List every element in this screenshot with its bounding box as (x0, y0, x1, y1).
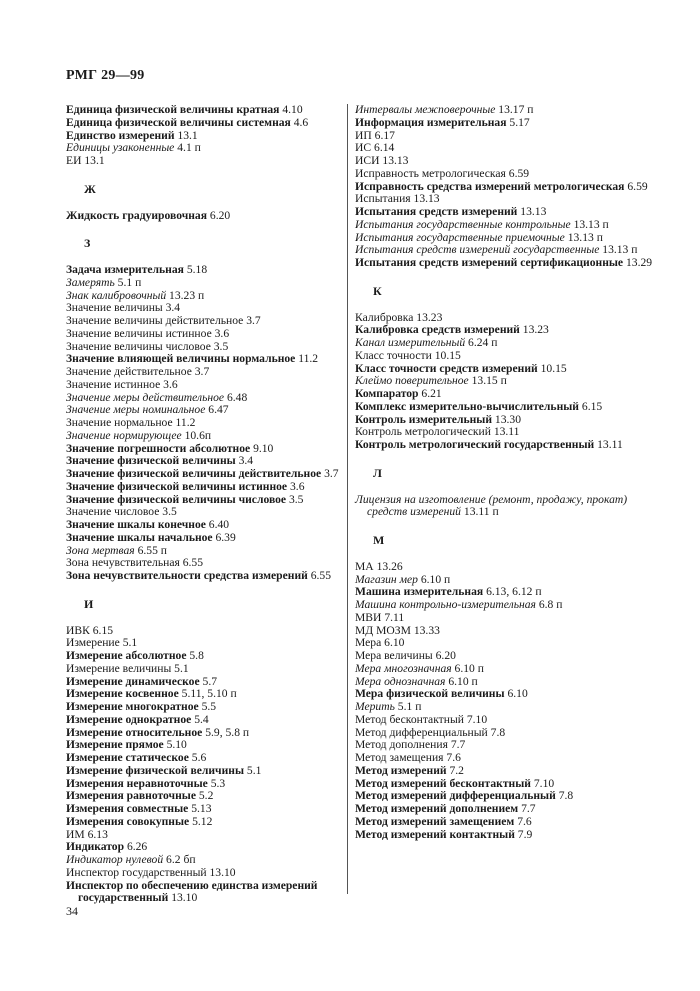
index-term: Измерения неравноточные (66, 776, 208, 790)
index-reference: 3.6 (163, 377, 178, 391)
index-reference: 3.7 (194, 365, 210, 378)
index-term: Единство измерений (66, 128, 175, 142)
index-term: Компаратор (355, 387, 419, 400)
index-term: МА (355, 559, 374, 573)
index-term: Значение физической величины (66, 454, 236, 468)
section-letter-heading: М (373, 533, 385, 547)
index-reference: 5.7 (202, 674, 218, 688)
index-term: Измерение абсолютное (66, 649, 187, 662)
index-reference: 13.13 п (602, 243, 638, 257)
index-entry (355, 257, 655, 270)
index-term: Значение физической величины числовое (66, 492, 287, 506)
index-term: Машина контрольно-измерительная (355, 598, 536, 611)
index-term: Значение нормальное (66, 416, 173, 429)
index-term: Значение величины (66, 301, 163, 315)
index-reference: 4.1 п (177, 141, 201, 155)
index-term: Значение величины действительное (66, 314, 244, 327)
index-reference: 7.10 (533, 776, 555, 790)
page-header: РМГ 29—99 (66, 68, 145, 83)
index-reference: 13.15 п (471, 374, 507, 388)
index-reference: 4.10 (282, 103, 303, 116)
index-reference: 6.10 (384, 636, 405, 650)
index-entry (66, 142, 346, 155)
index-term: Значение физической величины действительное (66, 467, 322, 480)
index-entry (355, 130, 655, 143)
index-reference: 13.13 (520, 205, 547, 218)
index-term: Мера физической величины (355, 687, 505, 701)
index-term: Значение меры номинальное (66, 403, 206, 417)
index-reference: 13.11 п (463, 505, 499, 519)
index-term: Испытания средств измерений государственные (355, 243, 600, 257)
index-reference: 13.33 (413, 623, 440, 637)
index-reference: 13.13 (382, 154, 409, 167)
index-reference: 5.1 п (117, 275, 142, 289)
index-reference: 6.26 (126, 840, 148, 854)
index-term: Единица физической величины кратная (66, 103, 280, 116)
index-reference: 6.20 (435, 649, 456, 662)
index-reference: 5.9, 5.8 п (205, 725, 250, 739)
section-letter-heading: Л (373, 465, 382, 480)
index-column-right (355, 104, 655, 841)
index-term: Контроль метрологический (355, 425, 491, 439)
index-term: Контроль метрологический государственный (355, 438, 595, 451)
index-reference: 13.17 п (498, 103, 534, 116)
index-term: Комплекс измерительно-вычислительный (355, 399, 579, 413)
index-reference: 5.6 (191, 751, 207, 764)
index-reference: 6.10 п (420, 572, 451, 586)
index-reference: 13.10 (209, 865, 236, 879)
index-term: Исправность метрологическая (355, 166, 506, 180)
index-term: Замерять (66, 275, 115, 289)
index-reference: 13.23 (416, 310, 443, 324)
index-reference: 6.2 бп (166, 853, 196, 866)
index-term: Метод измерений бесконтактный (355, 776, 531, 790)
index-reference: 5.5 (201, 700, 217, 713)
index-term: Канал измерительный (355, 336, 466, 349)
index-reference: 6.13 (87, 827, 108, 841)
index-term: Значение влияющей величины нормальное (66, 352, 296, 366)
index-term: Лицензия на изготовление (ремонт, продажу, прокат) средств измерений (355, 492, 628, 519)
index-column-left (66, 104, 346, 905)
index-term: Индикатор (66, 840, 125, 854)
index-term: Измерение динамическое (66, 674, 200, 688)
index-reference: 6.15 (581, 399, 603, 413)
section-letter-heading: З (84, 236, 91, 251)
index-reference: 5.10 (166, 738, 187, 752)
index-reference: 7.11 (384, 610, 405, 624)
index-term: Калибровка (355, 310, 414, 324)
index-reference: 6.10 п (448, 674, 478, 688)
index-entry (355, 829, 655, 842)
page-number: 34 (66, 904, 78, 918)
index-reference: 6.13, 6.12 п (486, 585, 542, 599)
index-reference: 7.9 (517, 827, 533, 841)
index-term: ИС (355, 141, 372, 155)
index-reference: 3.4 (165, 301, 181, 315)
index-term: Значение истинное (66, 377, 161, 391)
index-term: Значение величины числовое (66, 339, 211, 353)
index-reference: 5.1 (246, 763, 262, 777)
index-reference: 3.7 (246, 314, 261, 327)
index-reference: 13.10 (171, 891, 198, 905)
index-reference: 5.8 (189, 649, 204, 662)
index-term: Значение величины истинное (66, 326, 212, 340)
index-term: Контроль измерительный (355, 412, 493, 426)
index-term: Магазин мер (355, 572, 418, 586)
index-term: Измерение физической величины (66, 763, 245, 777)
index-term: Значение шкалы начальное (66, 530, 213, 544)
index-term: Инспектор по обеспечению единства измерений государственный (66, 878, 318, 905)
index-term: Класс точности (355, 348, 432, 362)
index-term: Мера однозначная (355, 674, 446, 688)
index-reference: 5.1 (122, 636, 138, 650)
index-reference: 5.12 (192, 814, 213, 828)
index-term: Измерение (66, 636, 120, 650)
index-reference: 7.10 (466, 712, 488, 726)
index-reference: 5.11, 5.10 п (181, 687, 237, 701)
index-term: Значение шкалы конечное (66, 518, 206, 531)
index-reference: 13.13 п (567, 230, 603, 244)
index-reference: 6.10 п (454, 661, 484, 675)
index-term: Испытания государственные контрольные (355, 217, 571, 231)
index-reference: 7.7 (521, 802, 536, 815)
index-entry (355, 439, 655, 452)
index-term: Измерения равноточные (66, 789, 196, 803)
index-term: Измерение многократное (66, 700, 199, 713)
index-reference: 6.59 (508, 166, 530, 180)
index-term: Мерить (355, 700, 395, 713)
index-term: Исправность средства измерений метрологическая (355, 179, 625, 193)
index-term: Инспектор государственный (66, 865, 207, 879)
index-reference: 13.26 (376, 559, 403, 573)
index-reference: 5.17 (509, 115, 530, 129)
index-term: Клеймо поверительное (355, 374, 469, 388)
index-term: Измерение статическое (66, 751, 189, 764)
index-term: МД МОЗМ (355, 623, 411, 637)
index-term: Метод дополнения (355, 738, 448, 752)
index-reference: 13.30 (494, 412, 522, 426)
index-term: Измерения совокупные (66, 814, 190, 828)
index-term: Испытания средств измерений (355, 205, 518, 218)
index-reference: 3.4 (238, 454, 254, 468)
index-reference: 13.23 п (169, 288, 205, 302)
index-reference: 6.17 (374, 128, 395, 142)
index-term: Машина измерительная (355, 585, 484, 599)
index-reference: 6.14 (374, 141, 395, 155)
index-reference: 5.2 (198, 789, 214, 803)
index-reference: 6.55 п (137, 543, 167, 557)
index-reference: 13.11 (597, 438, 623, 451)
index-term: Значение погрешности абсолютное (66, 441, 251, 455)
index-entry (66, 210, 346, 223)
index-reference: 10.6п (184, 428, 212, 442)
index-reference: 9.10 (253, 441, 274, 455)
index-reference: 3.5 (162, 505, 177, 519)
index-term: Измерение относительное (66, 725, 203, 739)
index-term: МВИ (355, 610, 382, 624)
index-term: Мера многозначная (355, 661, 452, 675)
index-term: Значение меры действительное (66, 390, 225, 404)
index-reference: 3.6 (214, 326, 230, 340)
index-reference: 6.15 (92, 623, 114, 637)
index-term: Задача измерительная (66, 263, 184, 276)
index-reference: 5.3 (210, 776, 226, 790)
index-term: Значение нормирующее (66, 428, 182, 442)
index-reference: 7.6 (446, 751, 461, 764)
index-reference: 5.4 (194, 712, 209, 726)
index-reference: 13.29 (626, 256, 653, 269)
index-reference: 13.23 (522, 323, 549, 337)
index-reference: 3.6 (290, 479, 305, 493)
index-entry (66, 155, 346, 168)
index-entry (66, 570, 346, 583)
index-reference: 13.1 (84, 154, 105, 167)
index-reference: 10.15 (540, 361, 567, 375)
index-reference: 10.15 (434, 348, 461, 362)
index-term: Метод измерений контактный (355, 827, 515, 841)
index-term: Метод измерений замещением (355, 814, 515, 828)
index-entry (355, 494, 655, 520)
section-letter-heading: Ж (84, 181, 96, 196)
index-reference: 5.1 п (397, 700, 422, 713)
index-term: Измерения совместные (66, 802, 189, 815)
index-reference: 7.8 (558, 789, 574, 803)
index-term: Жидкость градуировочная (66, 208, 207, 222)
index-reference: 6.47 (208, 403, 229, 417)
index-entry (355, 117, 655, 130)
index-reference: 13.11 (493, 425, 520, 439)
index-reference: 6.48 (226, 390, 248, 404)
index-reference: 3.5 (213, 339, 229, 353)
section-letter-heading: И (84, 596, 94, 611)
index-reference: 6.55 (310, 569, 332, 582)
index-reference: 6.24 п (468, 336, 498, 349)
index-reference: 6.10 (507, 687, 528, 701)
index-reference: 6.55 (182, 556, 204, 570)
index-term: Метод бесконтактный (355, 712, 464, 726)
index-term: Испытания (355, 192, 411, 206)
index-term: Метод измерений дополнением (355, 802, 519, 815)
index-term: ЕИ (66, 154, 82, 167)
index-term: ИВК (66, 623, 90, 637)
index-term: Метод измерений дифференциальный (355, 789, 556, 803)
index-term: Метод замещения (355, 751, 444, 764)
index-reference: 7.7 (450, 738, 466, 752)
index-reference: 6.39 (215, 530, 236, 544)
index-reference: 3.7 (324, 467, 339, 480)
index-term: Значение числовое (66, 505, 160, 519)
index-term: Испытания государственные приемочные (355, 230, 565, 244)
index-term: Единица физической величины системная (66, 115, 291, 129)
index-reference: 6.21 (421, 387, 442, 400)
index-term: Знак калибровочный (66, 288, 167, 302)
index-reference: 13.13 п (573, 217, 609, 231)
index-reference: 7.2 (449, 763, 464, 777)
index-reference: 6.20 (209, 208, 231, 222)
index-term: ИМ (66, 827, 85, 841)
index-term: Метод измерений (355, 763, 447, 777)
index-term: Измерение величины (66, 661, 172, 675)
index-entry (66, 880, 346, 906)
index-term: Значение действительное (66, 365, 192, 378)
index-term: Мера величины (355, 649, 433, 662)
index-term: Зона нечувствительная (66, 556, 180, 570)
index-term: Измерение прямое (66, 738, 164, 752)
index-term: Единицы узаконенные (66, 141, 175, 155)
index-term: Значение физической величины истинное (66, 479, 288, 493)
index-entry (66, 816, 346, 829)
section-letter-heading: К (373, 283, 382, 298)
index-reference: 6.40 (208, 518, 230, 531)
index-term: Зона нечувствительности средства измерений (66, 569, 308, 582)
column-divider (347, 104, 348, 894)
index-term: ИСИ (355, 154, 380, 167)
index-term: Класс точности средств измерений (355, 361, 538, 375)
index-term: Измерение косвенное (66, 687, 179, 701)
index-term: Измерение однократное (66, 712, 192, 726)
index-term: Индикатор нулевой (66, 853, 164, 866)
index-reference: 5.13 (191, 802, 212, 815)
index-reference: 11.2 (298, 352, 319, 366)
index-term: Испытания средств измерений сертификационные (355, 256, 624, 269)
index-reference: 7.6 (517, 814, 532, 828)
index-reference: 4.6 (293, 115, 309, 129)
index-term: Калибровка средств измерений (355, 323, 520, 337)
index-reference: 3.5 (288, 492, 304, 506)
index-reference: 13.13 (413, 192, 440, 206)
index-term: ИП (355, 128, 372, 142)
index-term: Зона мертвая (66, 543, 135, 557)
index-reference: 13.1 (177, 128, 198, 142)
index-reference: 6.59 (627, 179, 648, 193)
index-term: Интервалы межповерочные (355, 103, 496, 116)
index-term: Мера (355, 636, 382, 650)
index-reference: 11.2 (175, 416, 196, 429)
index-reference: 7.8 (490, 725, 506, 739)
index-reference: 5.1 (174, 661, 189, 675)
index-reference: 6.8 п (538, 598, 563, 611)
index-term: Информация измерительная (355, 115, 507, 129)
index-reference: 5.18 (186, 263, 208, 276)
index-term: Метод дифференциальный (355, 725, 488, 739)
